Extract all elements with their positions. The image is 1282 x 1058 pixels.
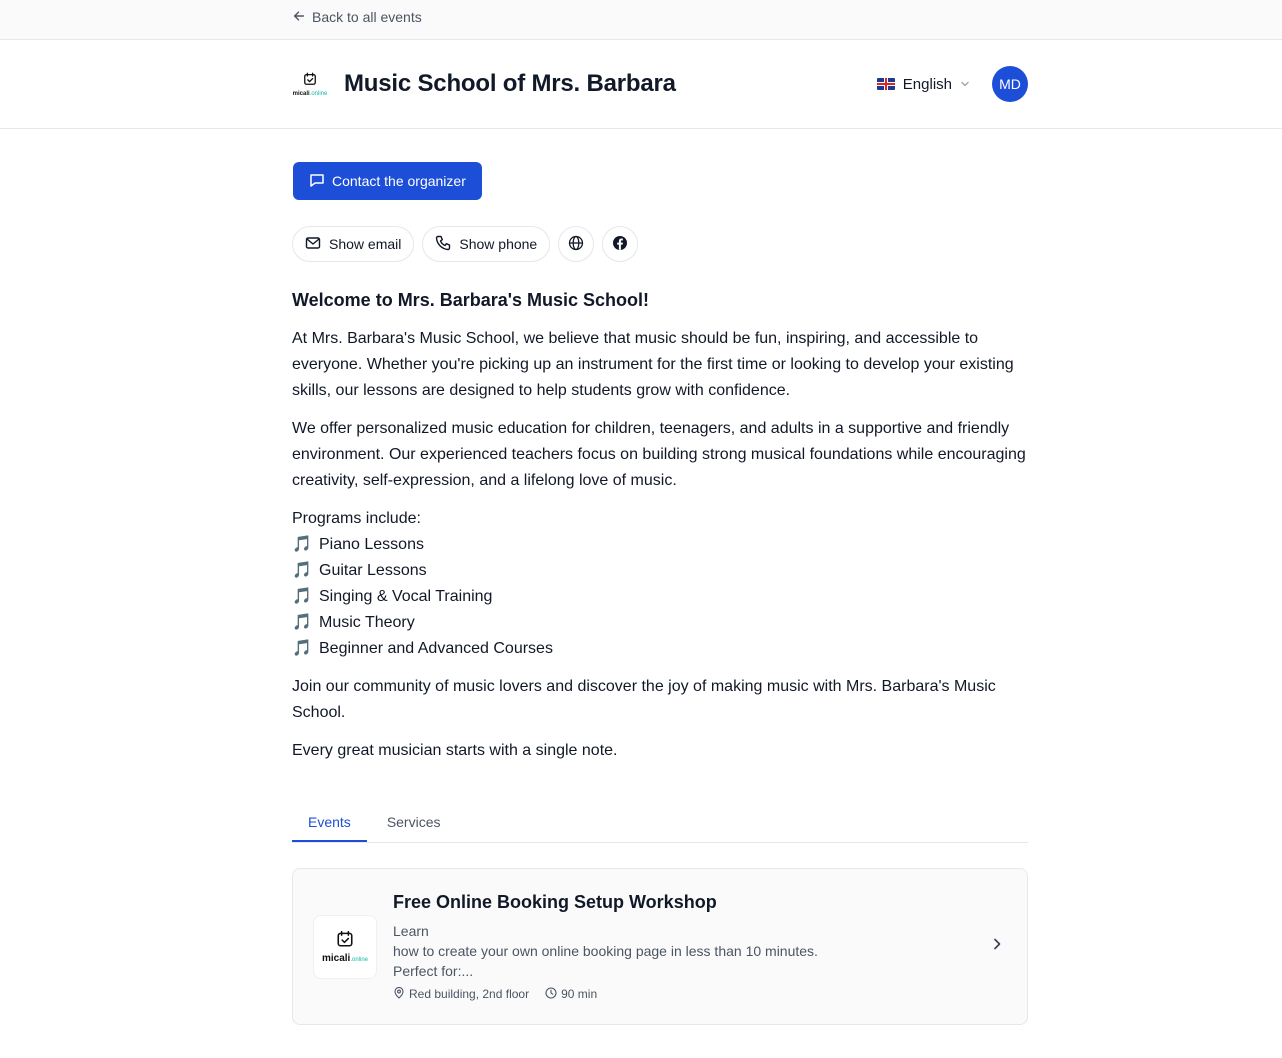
language-selector[interactable] bbox=[877, 76, 970, 93]
about-heading: Welcome to Mrs. Barbara's Music School! bbox=[292, 290, 650, 310]
program-item bbox=[292, 610, 1028, 636]
globe-icon bbox=[568, 235, 584, 254]
organizer-description bbox=[292, 288, 1028, 764]
event-card[interactable] bbox=[292, 868, 1028, 1025]
logo-brand: micali bbox=[321, 952, 351, 964]
about-paragraph: We offer personalized music education for children, teenagers, and adults in a supportive and friendly environment. Our experienced teachers focus on building strong musical foundations while encouraging creativity, self-expression, and a lifelong love of music. bbox=[292, 420, 1026, 489]
logo-suffix: .online bbox=[350, 956, 369, 963]
about-paragraph: At Mrs. Barbara's Music School, we believe that music should be fun, inspiring, and accessible to everyone. Whether you're picking up an instrument for the first time or looking to develop your existing skills, our lessons are designed to help students grow with confidence. bbox=[292, 330, 1014, 399]
event-logo bbox=[313, 915, 377, 979]
program-label: Singing & Vocal Training bbox=[319, 588, 493, 605]
program-label: Guitar Lessons bbox=[319, 562, 427, 579]
about-paragraph: Join our community of music lovers and discover the joy of making music with Mrs. Barbara's Music School. bbox=[292, 678, 996, 721]
music-note-icon: 🎵 bbox=[292, 588, 312, 605]
event-meta bbox=[393, 987, 989, 1002]
uk-flag-icon bbox=[877, 78, 895, 90]
contact-options bbox=[292, 226, 1028, 262]
program-label: Piano Lessons bbox=[319, 536, 424, 553]
event-location: Red building, 2nd floor bbox=[409, 987, 530, 1001]
event-duration: 90 min bbox=[561, 987, 598, 1001]
program-item bbox=[292, 558, 1028, 584]
music-note-icon: 🎵 bbox=[292, 640, 312, 657]
program-list bbox=[292, 532, 1028, 662]
chat-icon bbox=[309, 172, 325, 191]
contact-organizer-button[interactable] bbox=[293, 162, 482, 200]
tab-bar bbox=[292, 803, 1028, 843]
calendar-check-icon bbox=[303, 72, 317, 91]
show-email-label: Show email bbox=[329, 236, 402, 252]
phone-icon bbox=[435, 235, 451, 254]
programs-intro: Programs include: bbox=[292, 510, 421, 527]
logo-suffix: .online bbox=[309, 90, 328, 97]
arrow-left-icon bbox=[292, 9, 306, 26]
facebook-icon bbox=[612, 235, 628, 254]
program-item bbox=[292, 584, 1028, 610]
chevron-right-icon bbox=[989, 936, 1007, 957]
organizer-logo bbox=[292, 66, 328, 102]
show-phone-button[interactable] bbox=[422, 226, 550, 262]
contact-organizer-label: Contact the organizer bbox=[332, 173, 466, 189]
programs-section bbox=[292, 506, 1028, 662]
back-link-label: Back to all events bbox=[312, 9, 422, 25]
top-bar bbox=[0, 0, 1282, 40]
map-pin-icon bbox=[393, 987, 405, 1002]
calendar-check-icon bbox=[336, 930, 354, 953]
facebook-button[interactable] bbox=[602, 226, 638, 262]
event-description: Learn how to create your own online booking page in less than 10 minutes. Perfect for:... bbox=[393, 922, 818, 979]
language-label: English bbox=[902, 75, 952, 93]
back-to-events-link[interactable] bbox=[292, 0, 1028, 34]
logo-brand: micali bbox=[292, 90, 310, 97]
program-item bbox=[292, 636, 1028, 662]
tab-services[interactable]: Services bbox=[386, 814, 441, 830]
user-avatar[interactable]: MD bbox=[992, 66, 1028, 102]
mail-icon bbox=[305, 235, 321, 254]
show-phone-label: Show phone bbox=[459, 236, 538, 252]
organizer-header bbox=[0, 40, 1282, 129]
website-button[interactable] bbox=[558, 226, 594, 262]
chevron-down-icon bbox=[960, 76, 970, 93]
about-paragraph: Every great musician starts with a single note. bbox=[292, 742, 618, 759]
program-label: Beginner and Advanced Courses bbox=[319, 640, 553, 657]
clock-icon bbox=[545, 987, 557, 1002]
page-title: Music School of Mrs. Barbara bbox=[344, 70, 676, 97]
event-title: Free Online Booking Setup Workshop bbox=[393, 891, 717, 912]
music-note-icon: 🎵 bbox=[292, 562, 312, 579]
program-item bbox=[292, 532, 1028, 558]
tab-events[interactable]: Events bbox=[292, 803, 367, 842]
show-email-button[interactable] bbox=[292, 226, 414, 262]
program-label: Music Theory bbox=[319, 614, 415, 631]
music-note-icon: 🎵 bbox=[292, 536, 312, 553]
music-note-icon: 🎵 bbox=[292, 614, 312, 631]
